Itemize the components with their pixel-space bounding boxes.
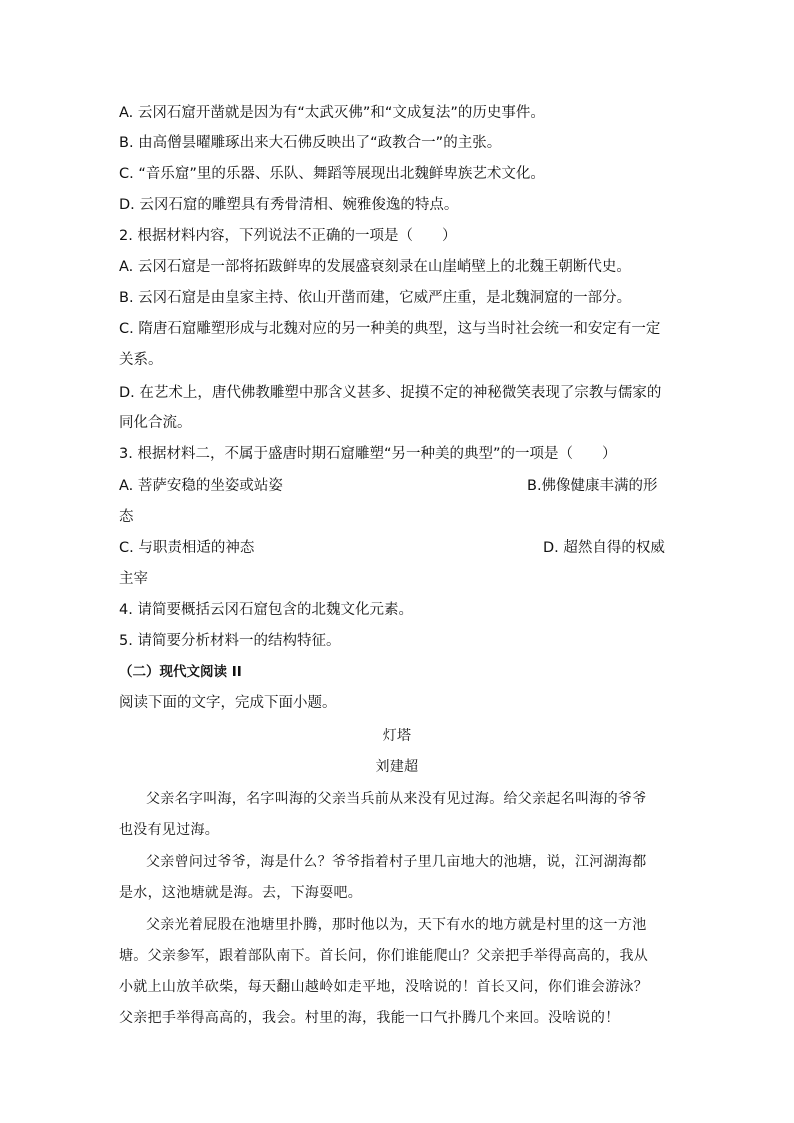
story-line: 父亲把手举得高高的，我会。村里的海，我能一口气扑腾几个来回。没啥说的！ xyxy=(119,1010,620,1026)
q2-option-d-line2: 同化合流。 xyxy=(119,415,192,431)
story-title: 灯塔 xyxy=(382,728,412,744)
q3-option-b-part1: B.佛像健康丰满的形 xyxy=(527,478,658,494)
section-instruction: 阅读下面的文字，完成下面小题。 xyxy=(119,695,337,711)
story-line: 父亲光着屁股在池塘里扑腾，那时他以为，天下有水的地方就是村里的这一方池 xyxy=(146,917,647,933)
q3-option-b-part2: 态 xyxy=(119,509,134,525)
q2-option-c-line2: 关系。 xyxy=(119,352,163,368)
q2-option-a: A. 云冈石窟是一部将拓跋鲜卑的发展盛衰刻录在山崖峭壁上的北魏王朝断代史。 xyxy=(119,259,631,275)
story-line: 父亲名字叫海，名字叫海的父亲当兵前从来没有见过海。给父亲起名叫海的爷爷 xyxy=(146,791,647,807)
q2-option-d-line1: D. 在艺术上，唐代佛教雕塑中那含义甚多、捉摸不定的神秘微笑表现了宗教与儒家的 xyxy=(119,385,662,401)
q3-option-d-part1: D. 超然自得的权威 xyxy=(543,540,665,556)
story-line: 是水，这池塘就是海。去，下海耍吧。 xyxy=(119,885,363,901)
section-heading: （二）现代文阅读 II xyxy=(119,664,242,680)
story-line: 塘。父亲参军，跟着部队南下。首长问，你们谁能爬山？父亲把手举得高高的，我从 xyxy=(119,948,649,964)
q2-stem: 2. 根据材料内容，下列说法不正确的一项是（ ） xyxy=(119,228,457,244)
story-line: 父亲曾问过爷爷，海是什么？爷爷指着村子里几亩地大的池塘，说，江河湖海都 xyxy=(146,854,647,870)
q2-option-b: B. 云冈石窟是由皇家主持、依山开凿而建，它威严庄重，是北魏洞窟的一部分。 xyxy=(119,290,632,306)
q2-option-c-line1: C. 隋唐石窟雕塑形成与北魏对应的另一种美的典型，这与当时社会统一和安定有一定 xyxy=(119,321,661,337)
q5-question: 5. 请简要分析材料一的结构特征。 xyxy=(119,633,341,649)
story-line: 小就上山放羊砍柴，每天翻山越岭如走平地，没啥说的！首长又问，你们谁会游泳？ xyxy=(119,979,649,995)
q1-option-d: D. 云冈石窟的雕塑具有秀骨清相、婉雅俊逸的特点。 xyxy=(119,197,459,213)
story-line: 也没有见过海。 xyxy=(119,822,220,838)
q4-question: 4. 请简要概括云冈石窟包含的北魏文化元素。 xyxy=(119,602,413,618)
q1-option-a: A. 云冈石窟开凿就是因为有“太武灭佛”和“文成复法”的历史事件。 xyxy=(119,105,545,121)
q3-stem: 3. 根据材料二，不属于盛唐时期石窟雕塑“另一种美的典型”的一项是（ ） xyxy=(119,446,617,462)
q3-option-a: A. 菩萨安稳的坐姿或站姿 xyxy=(119,478,283,494)
q1-option-c: C. “音乐窟”里的乐器、乐队、舞蹈等展现出北魏鲜卑族艺术文化。 xyxy=(119,166,545,182)
story-author: 刘建超 xyxy=(375,759,419,775)
q1-option-b: B. 由高僧昙曜雕琢出来大石佛反映出了“政教合一”的主张。 xyxy=(119,135,502,151)
q3-option-d-part2: 主宰 xyxy=(119,571,148,587)
q3-option-c: C. 与职责相适的神态 xyxy=(119,540,255,556)
